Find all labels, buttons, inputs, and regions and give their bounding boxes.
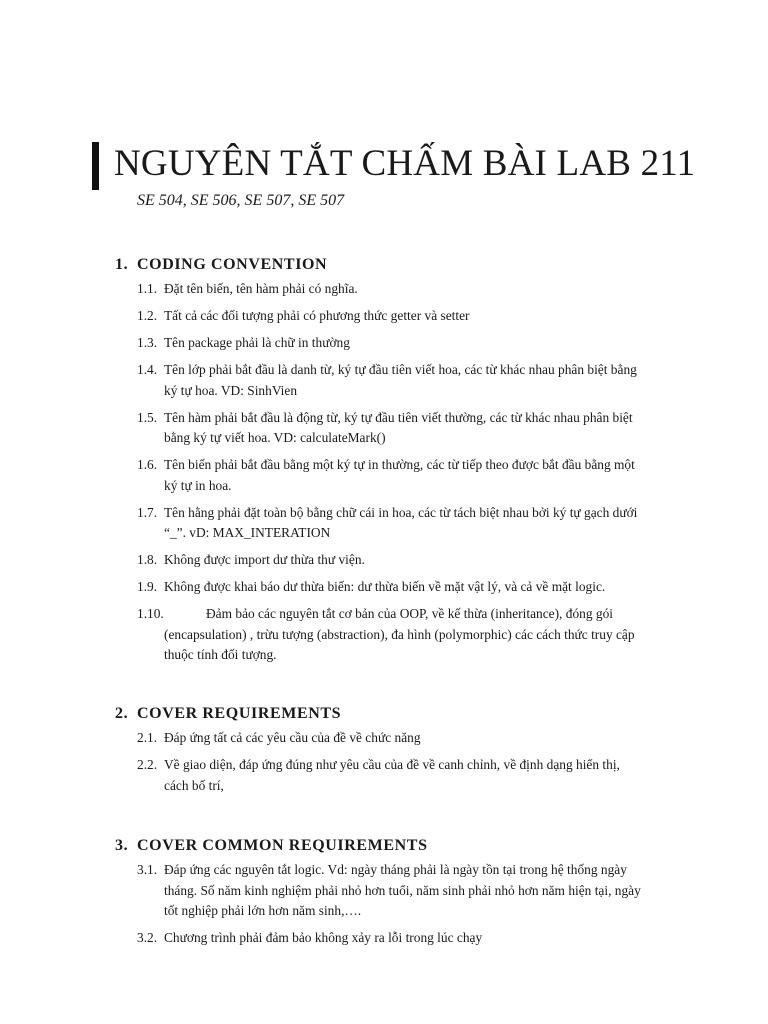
item-text-line: cách bố trí, [164,777,224,793]
item-text: Không được import dư thừa thư viện. [164,552,365,567]
item-text-line: ký tự hoa. VD: SinhVien [164,382,298,398]
item-text-line: Đáp ứng các nguyên tắt logic. Vd: ngày tháng phải là ngày tồn tại trong hệ thống ngày [164,862,627,877]
item-text-line: ký tự in hoa. [164,477,232,493]
item-number: 1.6. [137,457,158,472]
list-item [115,728,675,749]
item-text-line: bằng ký tự viết hoa. VD: calculateMark() [164,430,386,445]
item-number: 1.9. [137,579,158,594]
item-number: 3.2. [137,930,158,945]
item-number: 1.10. [137,606,164,621]
item-text-line: Tên hằng phải đặt toàn bộ bằng chữ cái in hoa, các từ tách biệt nhau bởi ký tự gạch dưới [164,504,638,520]
section-item-list [115,860,675,949]
item-text-line: Tên hàm phải bắt đầu là động từ, ký tự đầu tiên viết thường, các từ khác nhau phân biệt [164,409,633,425]
list-item [115,408,675,449]
item-text-line: thuộc tính đối tượng. [164,647,277,662]
title-accent-bar [92,142,99,190]
item-number: 1.2. [137,308,158,323]
item-number: 1.4. [137,362,158,377]
section-coding-convention [115,255,675,672]
item-number: 2.1. [137,730,158,745]
item-text-line: (encapsulation) , trừu tượng (abstraction), đa hình (polymorphic) các cách thức truy cập [164,626,635,642]
document-subtitle: SE 504, SE 506, SE 507, SE 507 [137,192,345,209]
item-number: 2.2. [137,757,158,772]
document-title: NGUYÊN TẮT CHẤM BÀI LAB 211 [114,143,696,184]
list-item [115,928,675,949]
section-title: COVER REQUIREMENTS [137,705,342,722]
item-text-line: tháng. Số năm kinh nghiệm phải nhỏ hơn tuổi, năm sinh phải nhỏ hơn năm hiện tại, ngày [164,882,641,898]
item-number: 1.1. [137,281,158,296]
section-title: COVER COMMON REQUIREMENTS [137,837,428,854]
item-number: 1.5. [137,409,158,425]
item-text-line: Đảm bảo các nguyên tắt cơ bản của OOP, về kế thừa (inheritance), đóng gói [206,606,613,621]
section-heading [115,704,675,724]
list-item [115,755,675,796]
item-text: Chương trình phải đảm bảo không xảy ra lỗi trong lúc chạy [164,930,483,945]
item-text-line: “_”. vD: MAX_INTERATION [164,525,331,540]
item-text-line: Tên biến phải bắt đầu bằng một ký tự in thường, các từ tiếp theo được bắt đầu bằng một [164,457,635,472]
section-number: 2. [115,705,129,722]
item-text-line: tốt nghiệp phải lớn hơn năm sinh,…. [164,903,362,918]
item-number: 1.8. [137,552,158,567]
item-number: 3.1. [137,862,158,877]
item-number: 1.3. [137,335,158,350]
list-item [115,306,675,327]
list-item [115,279,675,300]
section-number: 3. [115,837,129,854]
list-item [115,550,675,571]
section-heading [115,255,675,275]
item-text: Tất cả các đối tượng phải có phương thức getter và setter [164,308,470,323]
section-title: CODING CONVENTION [137,256,328,273]
list-item [115,360,675,401]
section-item-list [115,279,675,666]
item-text: Không được khai báo dư thừa biến: dư thừa biến về mặt vật lý, và cả về mặt logic. [164,579,606,594]
section-cover-requirements [115,704,675,803]
list-item [115,604,675,666]
item-text: Tên package phải là chữ in thường [164,335,350,350]
list-item [115,860,675,922]
section-item-list [115,728,675,796]
item-text-line: Về giao diện, đáp ứng đúng như yêu cầu của đề về canh chỉnh, về định dạng hiển thị, [164,757,620,772]
item-text: Đáp ứng tất cả các yêu cầu của đề về chức năng [164,730,421,745]
item-text-line: Tên lớp phải bắt đầu là danh từ, ký tự đầu tiên viết hoa, các từ khác nhau phân biệt bằng [164,362,637,377]
section-heading [115,836,675,856]
list-item [115,503,675,544]
item-number: 1.7. [137,504,158,520]
item-text: Đặt tên biến, tên hàm phải có nghĩa. [164,281,358,296]
section-cover-common-requirements [115,836,675,955]
list-item [115,333,675,354]
section-number: 1. [115,256,129,273]
list-item [115,577,675,598]
list-item [115,455,675,496]
